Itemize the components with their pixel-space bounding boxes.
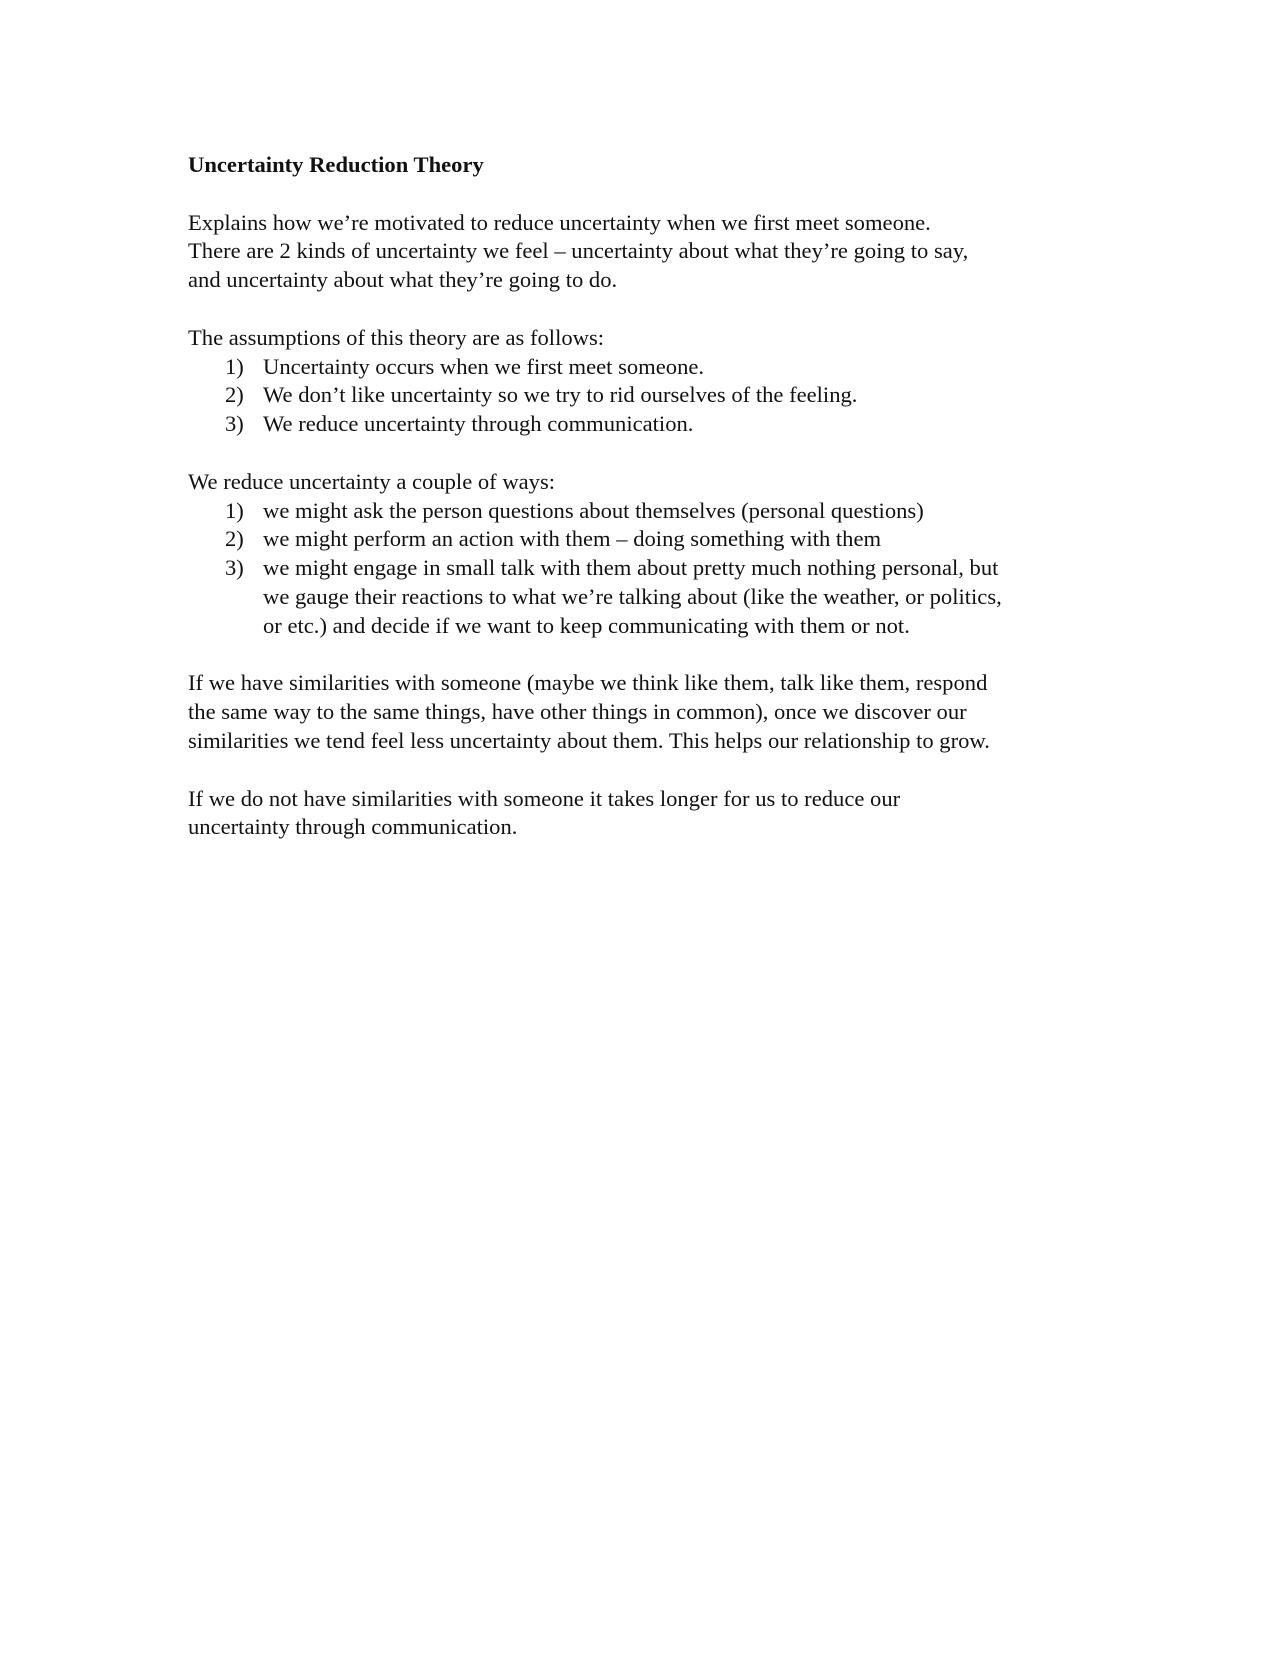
list-item bbox=[188, 353, 1088, 382]
ways-list bbox=[188, 497, 1088, 641]
list-number: 2) bbox=[225, 526, 244, 552]
list-item bbox=[188, 497, 1088, 526]
list-item-text: Uncertainty occurs when we first meet someone. bbox=[263, 353, 705, 379]
list-item-text: we might engage in small talk with them about pretty much nothing personal, but bbox=[263, 555, 999, 581]
list-number: 3) bbox=[225, 411, 244, 437]
list-item bbox=[188, 381, 1088, 410]
similarities-paragraph bbox=[188, 669, 1088, 755]
paragraph-line: similarities we tend feel less uncertainty about them. This helps our relationship to grow. bbox=[188, 727, 990, 753]
list-number: 2) bbox=[225, 382, 244, 408]
list-item-text: we gauge their reactions to what we’re talking about (like the weather, or politics, bbox=[263, 583, 1002, 609]
paragraph-line: If we do not have similarities with someone it takes longer for us to reduce our bbox=[188, 785, 901, 811]
paragraph-line: If we have similarities with someone (maybe we think like them, talk like them, respond bbox=[188, 670, 988, 696]
list-item bbox=[188, 410, 1088, 439]
paragraph-line: the same way to the same things, have other things in common), once we discover our bbox=[188, 699, 967, 725]
list-item-text: we might perform an action with them – doing something with them bbox=[263, 526, 882, 552]
intro-line: There are 2 kinds of uncertainty we feel – uncertainty about what they’re going to say, bbox=[188, 238, 969, 264]
spacer bbox=[188, 641, 1088, 670]
paragraph-line: uncertainty through communication. bbox=[188, 814, 518, 840]
list-item-text: or etc.) and decide if we want to keep communicating with them or not. bbox=[263, 612, 910, 638]
intro-line: and uncertainty about what they’re going to do. bbox=[188, 267, 618, 293]
list-item-text: We reduce uncertainty through communication. bbox=[263, 411, 694, 437]
spacer bbox=[188, 439, 1088, 468]
no-similarities-paragraph bbox=[188, 785, 1088, 843]
spacer bbox=[188, 180, 1088, 209]
intro-line: Explains how we’re motivated to reduce uncertainty when we first meet someone. bbox=[188, 209, 931, 235]
list-item bbox=[188, 554, 1088, 640]
assumptions-lead: The assumptions of this theory are as follows: bbox=[188, 324, 605, 350]
assumptions-list bbox=[188, 353, 1088, 439]
list-number: 3) bbox=[225, 555, 244, 581]
list-number: 1) bbox=[225, 497, 244, 523]
document-title: Uncertainty Reduction Theory bbox=[188, 152, 484, 177]
spacer bbox=[188, 295, 1088, 324]
document-body bbox=[188, 151, 1088, 842]
list-item-text: we might ask the person questions about themselves (personal questions) bbox=[263, 497, 924, 523]
intro-paragraph bbox=[188, 209, 1088, 295]
list-item bbox=[188, 525, 1088, 554]
list-number: 1) bbox=[225, 353, 244, 379]
spacer bbox=[188, 756, 1088, 785]
list-item-text: We don’t like uncertainty so we try to rid ourselves of the feeling. bbox=[263, 382, 858, 408]
ways-lead: We reduce uncertainty a couple of ways: bbox=[188, 468, 556, 494]
